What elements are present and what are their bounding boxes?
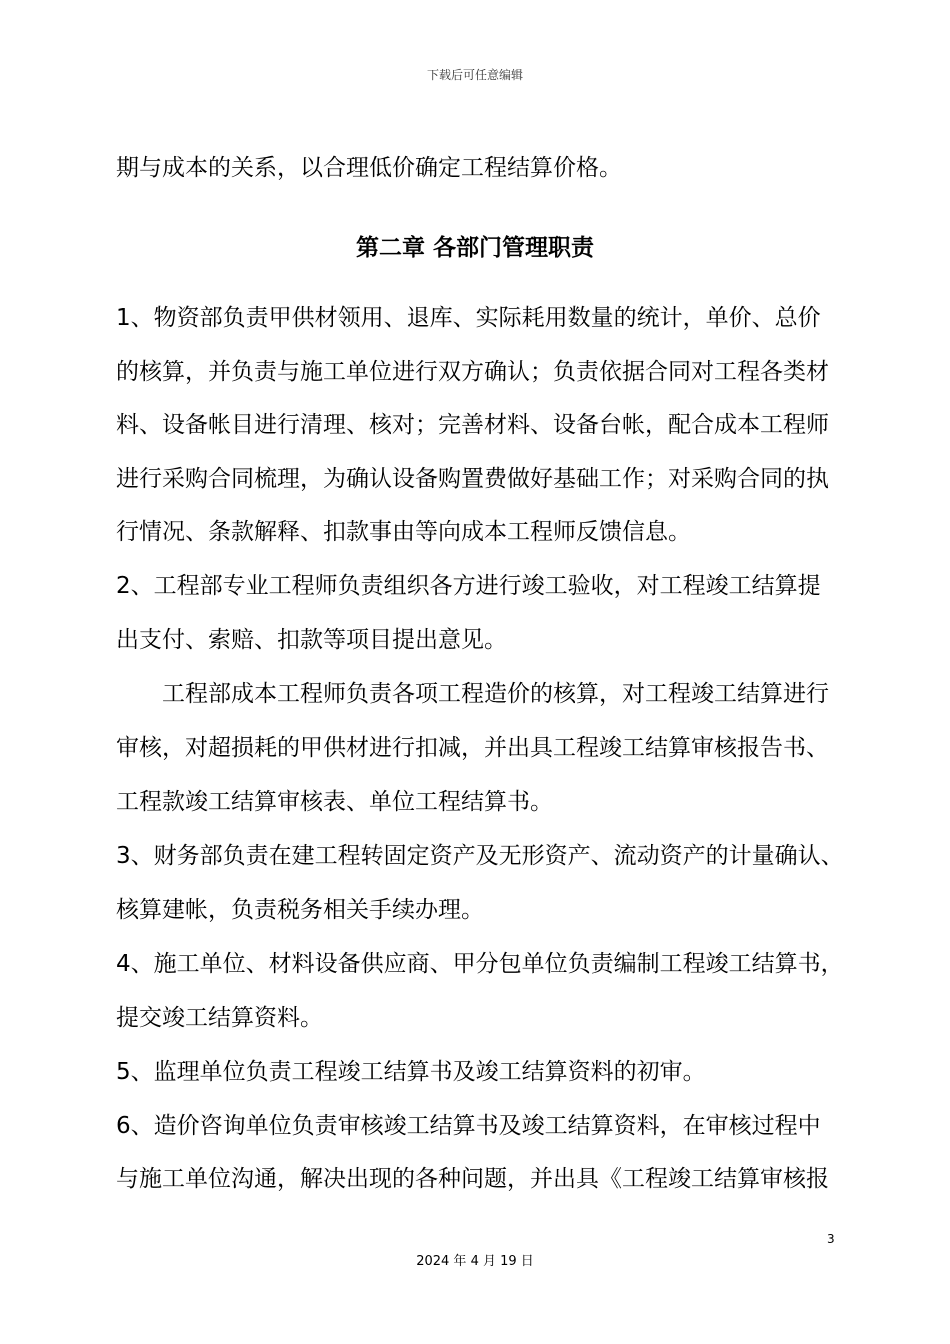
body-line: 核算建帐，负责税务相关手续办理。 xyxy=(116,897,484,923)
body-line: 6、造价咨询单位负责审核竣工结算书及竣工结算资料，在审核过程中 xyxy=(116,1113,821,1139)
footer-date: 2024 年 4 月 19 日 xyxy=(416,1254,534,1269)
body-line: 3、财务部负责在建工程转固定资产及无形资产、流动资产的计量确认、 xyxy=(116,843,844,869)
body-line: 5、监理单位负责工程竣工结算书及竣工结算资料的初审。 xyxy=(116,1059,706,1085)
body-line: 2、工程部专业工程师负责组织各方进行竣工验收，对工程竣工结算提 xyxy=(116,573,821,599)
page-number: 3 xyxy=(827,1232,835,1246)
body-line: 审核，对超损耗的甲供材进行扣减，并出具工程竣工结算审核报告书、 xyxy=(116,735,829,761)
body-line: 工程款竣工结算审核表、单位工程结算书。 xyxy=(116,789,553,815)
body-line: 出支付、索赔、扣款等项目提出意见。 xyxy=(116,627,507,653)
body-line: 1、物资部负责甲供材领用、退库、实际耗用数量的统计，单价、总价 xyxy=(116,305,821,331)
body-line: 料、设备帐目进行清理、核对；完善材料、设备台帐，配合成本工程师 xyxy=(116,412,829,438)
body-line: 的核算，并负责与施工单位进行双方确认；负责依据合同对工程各类材 xyxy=(116,359,829,385)
body-line: 行情况、条款解释、扣款事由等向成本工程师反馈信息。 xyxy=(116,519,691,545)
body-line: 与施工单位沟通，解决出现的各种问题，并出具《工程竣工结算审核报 xyxy=(116,1166,829,1192)
header-note: 下载后可任意编辑 xyxy=(426,68,523,82)
body-line: 工程部成本工程师负责各项工程造价的核算，对工程竣工结算进行 xyxy=(162,681,829,707)
chapter-title: 第二章 各部门管理职责 xyxy=(355,235,594,261)
body-line: 进行采购合同梳理，为确认设备购置费做好基础工作；对采购合同的执 xyxy=(116,466,829,492)
body-line: 提交竣工结算资料。 xyxy=(116,1005,323,1031)
body-line: 4、施工单位、材料设备供应商、甲分包单位负责编制工程竣工结算书， xyxy=(116,951,844,977)
body-line: 期与成本的关系，以合理低价确定工程结算价格。 xyxy=(116,155,622,181)
